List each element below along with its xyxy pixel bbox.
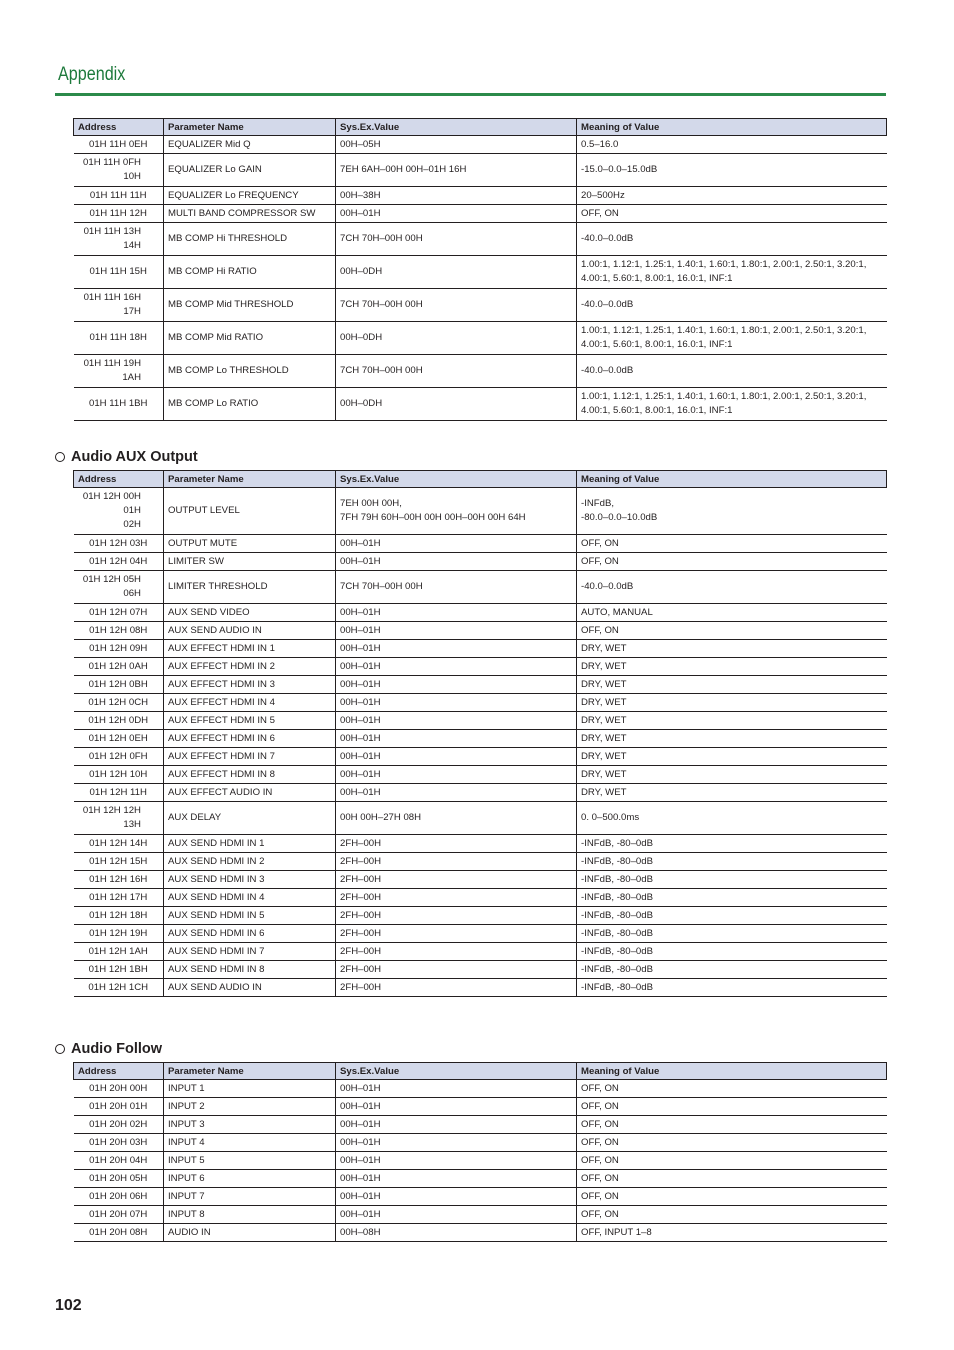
cell-sysex-value: 2FH–00H [336,835,577,853]
table-row [74,979,887,997]
cell-sysex-value: 00H–01H [336,658,577,676]
table-row [74,256,887,289]
cell-sysex-value: 00H–08H [336,1224,577,1242]
cell-sysex-value: 00H–01H [336,712,577,730]
table-row [74,907,887,925]
cell-parameter-name: EQUALIZER Lo GAIN [164,154,336,187]
cell-parameter-name: AUX EFFECT HDMI IN 7 [164,748,336,766]
cell-meaning: OFF, ON [577,1170,887,1188]
column-header-meaning: Meaning of Value [577,471,887,488]
cell-address: 01H 20H 04H [74,1152,164,1170]
column-header-meaning: Meaning of Value [577,1063,887,1080]
cell-parameter-name: AUX SEND HDMI IN 2 [164,853,336,871]
cell-parameter-name: MB COMP Lo RATIO [164,388,336,421]
cell-sysex-value: 00H–01H [336,1188,577,1206]
cell-meaning: OFF, ON [577,1206,887,1224]
table-row [74,766,887,784]
cell-meaning: OFF, INPUT 1–8 [577,1224,887,1242]
cell-address: 01H 12H 0DH [74,712,164,730]
cell-sysex-value: 00H–0DH [336,388,577,421]
cell-parameter-name: INPUT 5 [164,1152,336,1170]
section-heading-text: Audio AUX Output [71,449,198,465]
cell-parameter-name: AUX SEND VIDEO [164,604,336,622]
table-row [74,223,887,256]
table-header-row [74,471,887,488]
table-row [74,1098,887,1116]
cell-address: 01H 20H 03H [74,1134,164,1152]
cell-meaning: -40.0–0.0dB [577,223,887,256]
cell-meaning: OFF, ON [577,535,887,553]
table-row [74,1224,887,1242]
cell-meaning: 1.00:1, 1.12:1, 1.25:1, 1.40:1, 1.60:1, 1.80:1, 2.00:1, 2.50:1, 3.20:1, 4.00:1, 5.60:1, 8.00:1, 16.0:1, INF:1 [577,322,887,355]
cell-sysex-value: 00H–01H [336,1206,577,1224]
cell-address: 01H 12H 0FH [74,748,164,766]
cell-meaning: -INFdB, -80–0dB [577,889,887,907]
cell-meaning: -INFdB, -80–0dB [577,961,887,979]
cell-meaning: -40.0–0.0dB [577,355,887,388]
cell-meaning: 0. 0–500.0ms [577,802,887,835]
cell-parameter-name: INPUT 4 [164,1134,336,1152]
cell-address: 01H 12H 14H [74,835,164,853]
cell-sysex-value: 00H–01H [336,784,577,802]
cell-meaning: DRY, WET [577,712,887,730]
cell-address: 01H 12H 1AH [74,943,164,961]
cell-address: 01H 11H 13H 14H [74,223,164,256]
cell-parameter-name: LIMITER SW [164,553,336,571]
parameter-table-top [73,118,887,421]
cell-address: 01H 12H 1BH [74,961,164,979]
cell-sysex-value: 2FH–00H [336,961,577,979]
cell-sysex-value: 00H–01H [336,604,577,622]
cell-sysex-value: 00H–0DH [336,256,577,289]
cell-address: 01H 12H 03H [74,535,164,553]
cell-meaning: 1.00:1, 1.12:1, 1.25:1, 1.40:1, 1.60:1, 1.80:1, 2.00:1, 2.50:1, 3.20:1, 4.00:1, 5.60:1, 8.00:1, 16.0:1, INF:1 [577,388,887,421]
cell-parameter-name: INPUT 6 [164,1170,336,1188]
cell-address: 01H 12H 07H [74,604,164,622]
cell-meaning: OFF, ON [577,1116,887,1134]
cell-address: 01H 12H 1CH [74,979,164,997]
cell-meaning: DRY, WET [577,784,887,802]
cell-parameter-name: INPUT 7 [164,1188,336,1206]
cell-meaning: OFF, ON [577,553,887,571]
cell-sysex-value: 00H–05H [336,136,577,154]
cell-address: 01H 20H 00H [74,1080,164,1098]
cell-parameter-name: AUX SEND AUDIO IN [164,622,336,640]
cell-address: 01H 11H 11H [74,187,164,205]
cell-sysex-value: 00H–01H [336,1170,577,1188]
table-row [74,730,887,748]
cell-sysex-value: 00H–01H [336,1134,577,1152]
cell-meaning: -INFdB, -80–0dB [577,871,887,889]
cell-meaning: -INFdB, -80–0dB [577,943,887,961]
table-row [74,1080,887,1098]
cell-parameter-name: AUX EFFECT HDMI IN 8 [164,766,336,784]
cell-parameter-name: AUX EFFECT HDMI IN 6 [164,730,336,748]
cell-meaning: DRY, WET [577,694,887,712]
cell-sysex-value: 7CH 70H–00H 00H [336,223,577,256]
cell-meaning: 1.00:1, 1.12:1, 1.25:1, 1.40:1, 1.60:1, 1.80:1, 2.00:1, 2.50:1, 3.20:1, 4.00:1, 5.60:1, 8.00:1, 16.0:1, INF:1 [577,256,887,289]
cell-meaning: OFF, ON [577,622,887,640]
cell-parameter-name: INPUT 3 [164,1116,336,1134]
cell-meaning: -INFdB, -80–0dB [577,907,887,925]
cell-sysex-value: 00H–01H [336,748,577,766]
cell-parameter-name: AUX SEND HDMI IN 7 [164,943,336,961]
cell-address: 01H 20H 06H [74,1188,164,1206]
cell-address: 01H 12H 12H 13H [74,802,164,835]
cell-address: 01H 12H 18H [74,907,164,925]
cell-address: 01H 12H 00H 01H 02H [74,488,164,535]
table-row [74,622,887,640]
table-row [74,1188,887,1206]
table-row [74,835,887,853]
cell-meaning: -40.0–0.0dB [577,289,887,322]
cell-address: 01H 12H 0AH [74,658,164,676]
cell-parameter-name: MB COMP Hi THRESHOLD [164,223,336,256]
cell-parameter-name: INPUT 2 [164,1098,336,1116]
cell-meaning: DRY, WET [577,730,887,748]
cell-parameter-name: AUX EFFECT AUDIO IN [164,784,336,802]
cell-meaning: -INFdB, -80–0dB [577,925,887,943]
table-header-row [74,119,887,136]
cell-sysex-value: 00H–01H [336,553,577,571]
cell-sysex-value: 00H–01H [336,622,577,640]
cell-sysex-value: 7CH 70H–00H 00H [336,289,577,322]
cell-address: 01H 12H 04H [74,553,164,571]
table-row [74,289,887,322]
cell-sysex-value: 00H–01H [336,1098,577,1116]
table-row [74,871,887,889]
cell-meaning: DRY, WET [577,676,887,694]
cell-parameter-name: AUX EFFECT HDMI IN 4 [164,694,336,712]
cell-parameter-name: AUX EFFECT HDMI IN 3 [164,676,336,694]
column-header-parameter-name: Parameter Name [164,471,336,488]
cell-meaning: OFF, ON [577,1152,887,1170]
cell-meaning: -40.0–0.0dB [577,571,887,604]
cell-address: 01H 12H 0BH [74,676,164,694]
cell-parameter-name: EQUALIZER Mid Q [164,136,336,154]
cell-address: 01H 12H 16H [74,871,164,889]
cell-address: 01H 12H 15H [74,853,164,871]
section-heading-audio-follow [55,1041,162,1057]
cell-address: 01H 11H 18H [74,322,164,355]
column-header-meaning: Meaning of Value [577,119,887,136]
table-row [74,676,887,694]
table-row [74,322,887,355]
cell-sysex-value: 2FH–00H [336,871,577,889]
cell-address: 01H 20H 02H [74,1116,164,1134]
column-header-sysex-value: Sys.Ex.Value [336,471,577,488]
table-row [74,1116,887,1134]
cell-sysex-value: 2FH–00H [336,925,577,943]
cell-parameter-name: MB COMP Lo THRESHOLD [164,355,336,388]
cell-address: 01H 12H 0EH [74,730,164,748]
page-section-title: Appendix [58,64,126,85]
cell-sysex-value: 00H–01H [336,676,577,694]
cell-address: 01H 11H 0EH [74,136,164,154]
table-row [74,640,887,658]
cell-parameter-name: MB COMP Hi RATIO [164,256,336,289]
cell-meaning: AUTO, MANUAL [577,604,887,622]
section-heading-text: Audio Follow [71,1041,163,1057]
cell-sysex-value: 00H–01H [336,1152,577,1170]
cell-meaning: OFF, ON [577,205,887,223]
table-row [74,853,887,871]
cell-sysex-value: 2FH–00H [336,979,577,997]
cell-meaning: OFF, ON [577,1098,887,1116]
table-row [74,802,887,835]
table-row [74,136,887,154]
cell-sysex-value: 2FH–00H [336,907,577,925]
column-header-address: Address [74,119,164,136]
cell-parameter-name: INPUT 8 [164,1206,336,1224]
column-header-sysex-value: Sys.Ex.Value [336,1063,577,1080]
cell-sysex-value: 00H–38H [336,187,577,205]
cell-parameter-name: INPUT 1 [164,1080,336,1098]
table-row [74,748,887,766]
table-row [74,355,887,388]
cell-meaning: DRY, WET [577,640,887,658]
cell-parameter-name: OUTPUT LEVEL [164,488,336,535]
cell-parameter-name: AUX EFFECT HDMI IN 5 [164,712,336,730]
cell-sysex-value: 00H–01H [336,694,577,712]
cell-meaning: -INFdB, -80.0–0.0–10.0dB [577,488,887,535]
cell-parameter-name: AUX SEND HDMI IN 8 [164,961,336,979]
parameter-table-audio-follow [73,1062,887,1242]
table-row [74,784,887,802]
table-row [74,961,887,979]
table-row [74,658,887,676]
cell-sysex-value: 7CH 70H–00H 00H [336,571,577,604]
cell-meaning: -INFdB, -80–0dB [577,979,887,997]
circle-bullet-icon [55,452,65,462]
table-row [74,154,887,187]
cell-meaning: 20–500Hz [577,187,887,205]
cell-meaning: 0.5–16.0 [577,136,887,154]
cell-sysex-value: 2FH–00H [336,889,577,907]
cell-address: 01H 12H 11H [74,784,164,802]
table-row [74,1206,887,1224]
cell-address: 01H 11H 0FH 10H [74,154,164,187]
table-row [74,925,887,943]
table-row [74,535,887,553]
cell-meaning: DRY, WET [577,766,887,784]
cell-address: 01H 12H 0CH [74,694,164,712]
cell-address: 01H 12H 10H [74,766,164,784]
column-header-parameter-name: Parameter Name [164,1063,336,1080]
cell-sysex-value: 7EH 6AH–00H 00H–01H 16H [336,154,577,187]
cell-address: 01H 11H 16H 17H [74,289,164,322]
cell-sysex-value: 2FH–00H [336,943,577,961]
cell-address: 01H 20H 07H [74,1206,164,1224]
cell-address: 01H 12H 19H [74,925,164,943]
table-row [74,388,887,421]
cell-meaning: DRY, WET [577,658,887,676]
cell-sysex-value: 00H–01H [336,535,577,553]
cell-address: 01H 12H 09H [74,640,164,658]
cell-meaning: -INFdB, -80–0dB [577,853,887,871]
cell-meaning: -15.0–0.0–15.0dB [577,154,887,187]
cell-sysex-value: 00H–01H [336,1080,577,1098]
cell-parameter-name: AUX SEND HDMI IN 3 [164,871,336,889]
cell-address: 01H 12H 17H [74,889,164,907]
column-header-sysex-value: Sys.Ex.Value [336,119,577,136]
cell-sysex-value: 00H–0DH [336,322,577,355]
page-number: 102 [55,1297,82,1314]
cell-meaning: -INFdB, -80–0dB [577,835,887,853]
cell-parameter-name: AUX SEND HDMI IN 5 [164,907,336,925]
table-row [74,694,887,712]
cell-address: 01H 20H 05H [74,1170,164,1188]
header-divider [55,93,886,96]
cell-sysex-value: 00H 00H–27H 08H [336,802,577,835]
table-row [74,889,887,907]
section-heading-audio-aux-output [55,449,198,465]
cell-parameter-name: AUX DELAY [164,802,336,835]
cell-meaning: OFF, ON [577,1080,887,1098]
cell-parameter-name: EQUALIZER Lo FREQUENCY [164,187,336,205]
cell-parameter-name: AUX SEND HDMI IN 4 [164,889,336,907]
column-header-address: Address [74,1063,164,1080]
cell-parameter-name: AUX SEND HDMI IN 1 [164,835,336,853]
cell-sysex-value: 00H–01H [336,1116,577,1134]
cell-address: 01H 11H 15H [74,256,164,289]
cell-parameter-name: AUDIO IN [164,1224,336,1242]
table-row [74,712,887,730]
cell-address: 01H 11H 1BH [74,388,164,421]
cell-meaning: OFF, ON [577,1188,887,1206]
column-header-address: Address [74,471,164,488]
cell-parameter-name: MB COMP Mid RATIO [164,322,336,355]
cell-parameter-name: AUX SEND AUDIO IN [164,979,336,997]
cell-sysex-value: 7EH 00H 00H, 7FH 79H 60H–00H 00H 00H–00H 00H 64H [336,488,577,535]
table-row [74,604,887,622]
cell-sysex-value: 00H–01H [336,766,577,784]
table-row [74,187,887,205]
cell-address: 01H 11H 19H 1AH [74,355,164,388]
parameter-table-audio-aux-output [73,470,887,997]
table-row [74,1134,887,1152]
cell-parameter-name: AUX SEND HDMI IN 6 [164,925,336,943]
table-row [74,1152,887,1170]
cell-sysex-value: 7CH 70H–00H 00H [336,355,577,388]
table-header-row [74,1063,887,1080]
cell-parameter-name: MULTI BAND COMPRESSOR SW [164,205,336,223]
cell-address: 01H 11H 12H [74,205,164,223]
cell-parameter-name: MB COMP Mid THRESHOLD [164,289,336,322]
cell-sysex-value: 2FH–00H [336,853,577,871]
cell-sysex-value: 00H–01H [336,640,577,658]
table-row [74,571,887,604]
cell-address: 01H 20H 01H [74,1098,164,1116]
cell-address: 01H 20H 08H [74,1224,164,1242]
cell-parameter-name: AUX EFFECT HDMI IN 2 [164,658,336,676]
cell-sysex-value: 00H–01H [336,730,577,748]
cell-parameter-name: OUTPUT MUTE [164,535,336,553]
cell-parameter-name: AUX EFFECT HDMI IN 1 [164,640,336,658]
cell-address: 01H 12H 05H 06H [74,571,164,604]
cell-meaning: DRY, WET [577,748,887,766]
column-header-parameter-name: Parameter Name [164,119,336,136]
cell-address: 01H 12H 08H [74,622,164,640]
table-row [74,1170,887,1188]
cell-sysex-value: 00H–01H [336,205,577,223]
table-row [74,943,887,961]
cell-parameter-name: LIMITER THRESHOLD [164,571,336,604]
table-row [74,553,887,571]
circle-bullet-icon [55,1044,65,1054]
table-row [74,488,887,535]
table-row [74,205,887,223]
cell-meaning: OFF, ON [577,1134,887,1152]
